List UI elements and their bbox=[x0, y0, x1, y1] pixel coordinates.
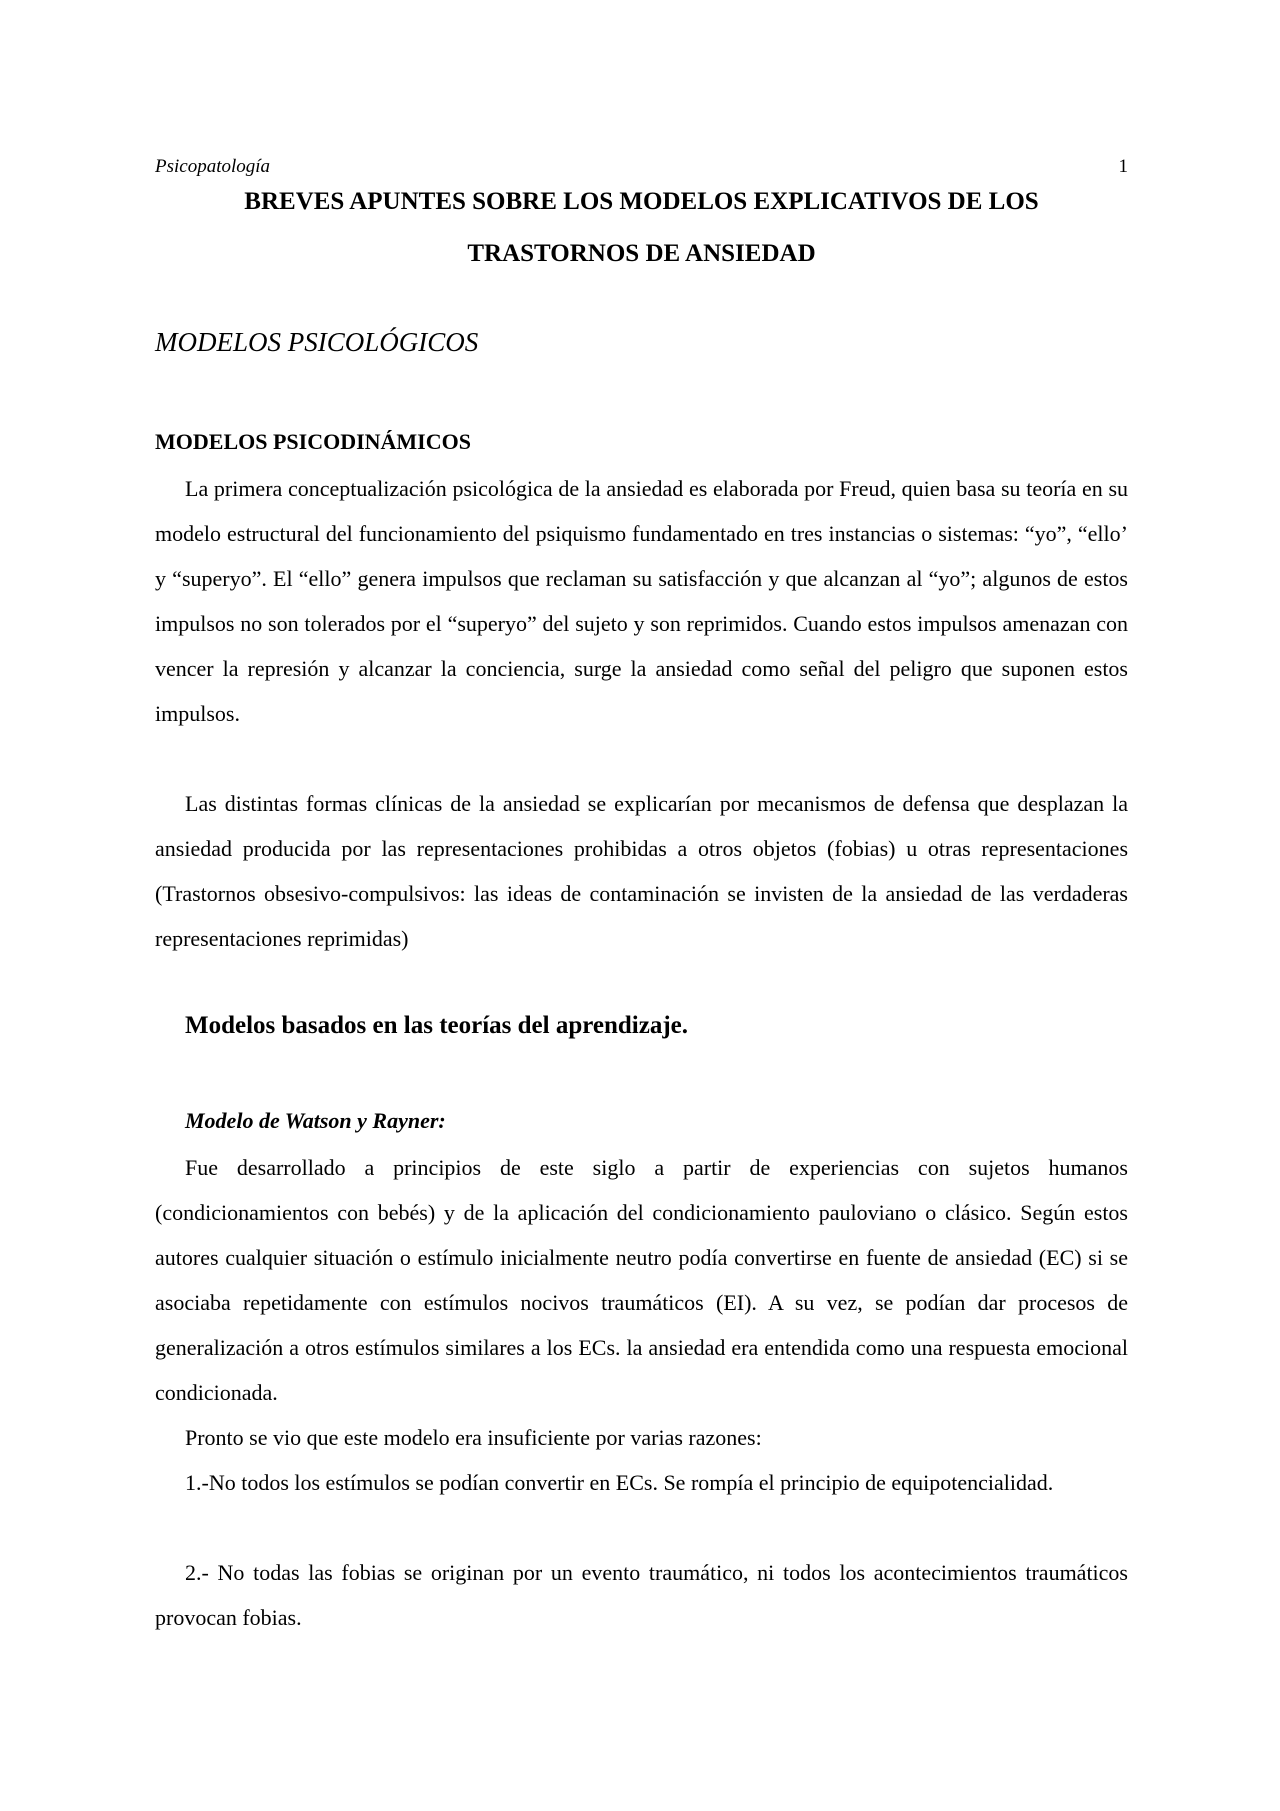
paragraph-clinical-forms: Las distintas formas clínicas de la ansiedad se explicarían por mecanismos de defensa que desplazan la ansiedad producida por las representaciones prohibidas a otros objetos (fobias) u otras representaciones (Trastornos obsesivo-compulsivos: las ideas de contaminación se invisten de la ansiedad de las verdaderas representaciones reprimidas) bbox=[155, 791, 1128, 951]
list-item-point-2: 2.- No todas las fobias se originan por un evento traumático, ni todos los acontecimientos traumáticos provocan fobias. bbox=[155, 1560, 1128, 1630]
model-title-watson-rayner: Modelo de Watson y Rayner: bbox=[185, 1108, 446, 1133]
paragraph-watson-rayner: Fue desarrollado a principios de este siglo a partir de experiencias con sujetos humanos (condicionamientos con bebés) y de la aplicación del condicionamiento pauloviano o clásico. Según estos autores cualquier situación o estímulo inicialmente neutro podía convertirse en fuente de ansiedad (EC) si se asociaba repetidamente con estímulos nocivos traumáticos (EI). A su vez, se podían dar procesos de generalización a otros estímulos similares a los ECs. la ansiedad era entendida como una respuesta emocional condicionada. bbox=[155, 1155, 1128, 1405]
document-title-line-2: TRASTORNOS DE ANSIEDAD bbox=[467, 240, 816, 267]
subsection-title-learning: Modelos basados en las teorías del aprendizaje. bbox=[185, 1012, 689, 1039]
section-title: MODELOS PSICOLÓGICOS bbox=[155, 327, 479, 357]
running-title: Psicopatología bbox=[155, 156, 271, 177]
page-number: 1 bbox=[1118, 156, 1128, 177]
subsection-title-psychodynamic: MODELOS PSICODINÁMICOS bbox=[155, 429, 471, 454]
page-header bbox=[155, 156, 1128, 178]
paragraph-insufficient: Pronto se vio que este modelo era insuficiente por varias razones: bbox=[185, 1425, 762, 1450]
paragraph-freud: La primera conceptualización psicológica de la ansiedad es elaborada por Freud, quien basa su teoría en su modelo estructural del funcionamiento del psiquismo fundamentado en tres instancias o sistemas: “yo”, “ello’ y “superyo”. El “ello” genera impulsos que reclaman su satisfacción y que alcanzan al “yo”; algunos de estos impulsos no son tolerados por el “superyo” del sujeto y son reprimidos. Cuando estos impulsos amenazan con vencer la represión y alcanzar la conciencia, surge la ansiedad como señal del peligro que suponen estos impulsos. bbox=[155, 476, 1128, 726]
document-title-line-1: BREVES APUNTES SOBRE LOS MODELOS EXPLICATIVOS DE LOS bbox=[244, 188, 1039, 215]
document-title bbox=[155, 176, 1128, 280]
list-item-point-1: 1.-No todos los estímulos se podían convertir en ECs. Se rompía el principio de equipotencialidad. bbox=[185, 1470, 1054, 1495]
